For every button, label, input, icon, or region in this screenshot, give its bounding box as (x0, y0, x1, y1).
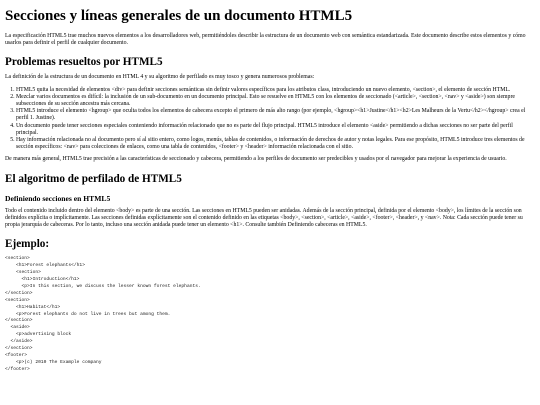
list-item: 2. Mezclar varios documentos es difícil: la inclusión de un sub-documento en un documento principal. Esto se resuelve en HTML5 con los elementos de seccionado (<article>, <section>, <nav> y <aside>) son siempre subsecciones de su sección ancestra más cercana. (16, 94, 535, 108)
list-item: 4. Un documento puede tener secciones especiales conteniendo información relacionado que no es parte del flujo principal. HTML5 introduce el elemento <aside> permitiendo a dichas secciones no ser parte del perfil principal. (16, 123, 535, 137)
example-heading: Ejemplo: (5, 238, 50, 251)
problems-closing: De manera más general, HTML5 trae precisión a las características de seccionado y cabecera, permitiendo a los perfiles de documento ser predecibles y usados por el navegador para mejorar la experiencia de usuario. (5, 156, 507, 163)
sections-paragraph: Todo el contenido incluido dentro del elemento <body> es parte de una sección. Las secciones en HTML5 pueden ser anidadas. Además de la sección principal, definida por el elemento <body>, los límites de la sección son definidos explícita o implícitamente. Las secciones definidas explícitamente son el contenido definido en las etiquetas <body>, <section>, <article>, <aside>, <footer>, <header>, y <nav>. Nota: Cada sección puede tener su propia jerarquía de cabeceras. Por lo tanto, incluso una sección anidada puede tener un elemento <h1>. Consulte también Definiendo cabeceras en HTML5. (5, 207, 523, 229)
page-title: Secciones y líneas generales de un documento HTML5 (5, 8, 353, 24)
problems-list (5, 87, 535, 152)
list-item: 5. Hay información relacionada no al documento pero sí al sitio entero, como logos, menús, tablas de contenidos, o información de derechos de autor y notas legales. Para ese propósito, HTML5 introduce tres elementos de sección específicos: <nav> para colecciones de enlaces, como una tabla de contenidos, <footer> y <header> información relacionada con el sitio. (16, 137, 535, 151)
problems-heading: Problemas resueltos por HTML5 (5, 56, 163, 69)
algorithm-heading: El algoritmo de perfilado de HTML5 (5, 172, 182, 185)
problems-lead: La definición de la estructura de un documento en HTML 4 y su algoritmo de perfilado es muy tosco y genera numerosos problemas: (5, 74, 315, 81)
list-item: 1. HTML5 quita la necesidad de elementos <div> para definir secciones semánticas sin definir valores específicos para los atributos class, introduciendo un nuevo elemento, <section>, el elemento de sección HTML. (16, 87, 535, 94)
code-example: <section> <h1>Forest elephants</h1> <section> <h1>Introduction</h1> <p>In this section, we discuss the lesser known forest elephants. </section> <section> <h1>Habitat</h1> <p>Forest elephants do not live in trees but among them. </section> <aside> <p>advertising block </aside> </section> <footer> <p>(c) 2010 The Example company </footer> (5, 256, 201, 372)
list-item: 3. HTML5 introduce el elemento <hgroup> que oculta todos los elementos de cabecera excepto el primero de más alto rango (por ejemplo, <hgroup><h1>Justine</h1><h2>Les Malheurs de la Vertu</h2></hgroup> crea el perfil 1. Justine). (16, 108, 535, 122)
intro-paragraph: La especificación HTML5 trae muchos nuevos elementos a los desarrolladores web, permitiéndoles describir la estructura de un documento web con semántica estandarizada. Este documento describe estos elementos y cómo usarlos para definir el perfil de cualquier documento. (5, 33, 526, 47)
sections-subheading: Definiendo secciones en HTML5 (5, 193, 111, 203)
